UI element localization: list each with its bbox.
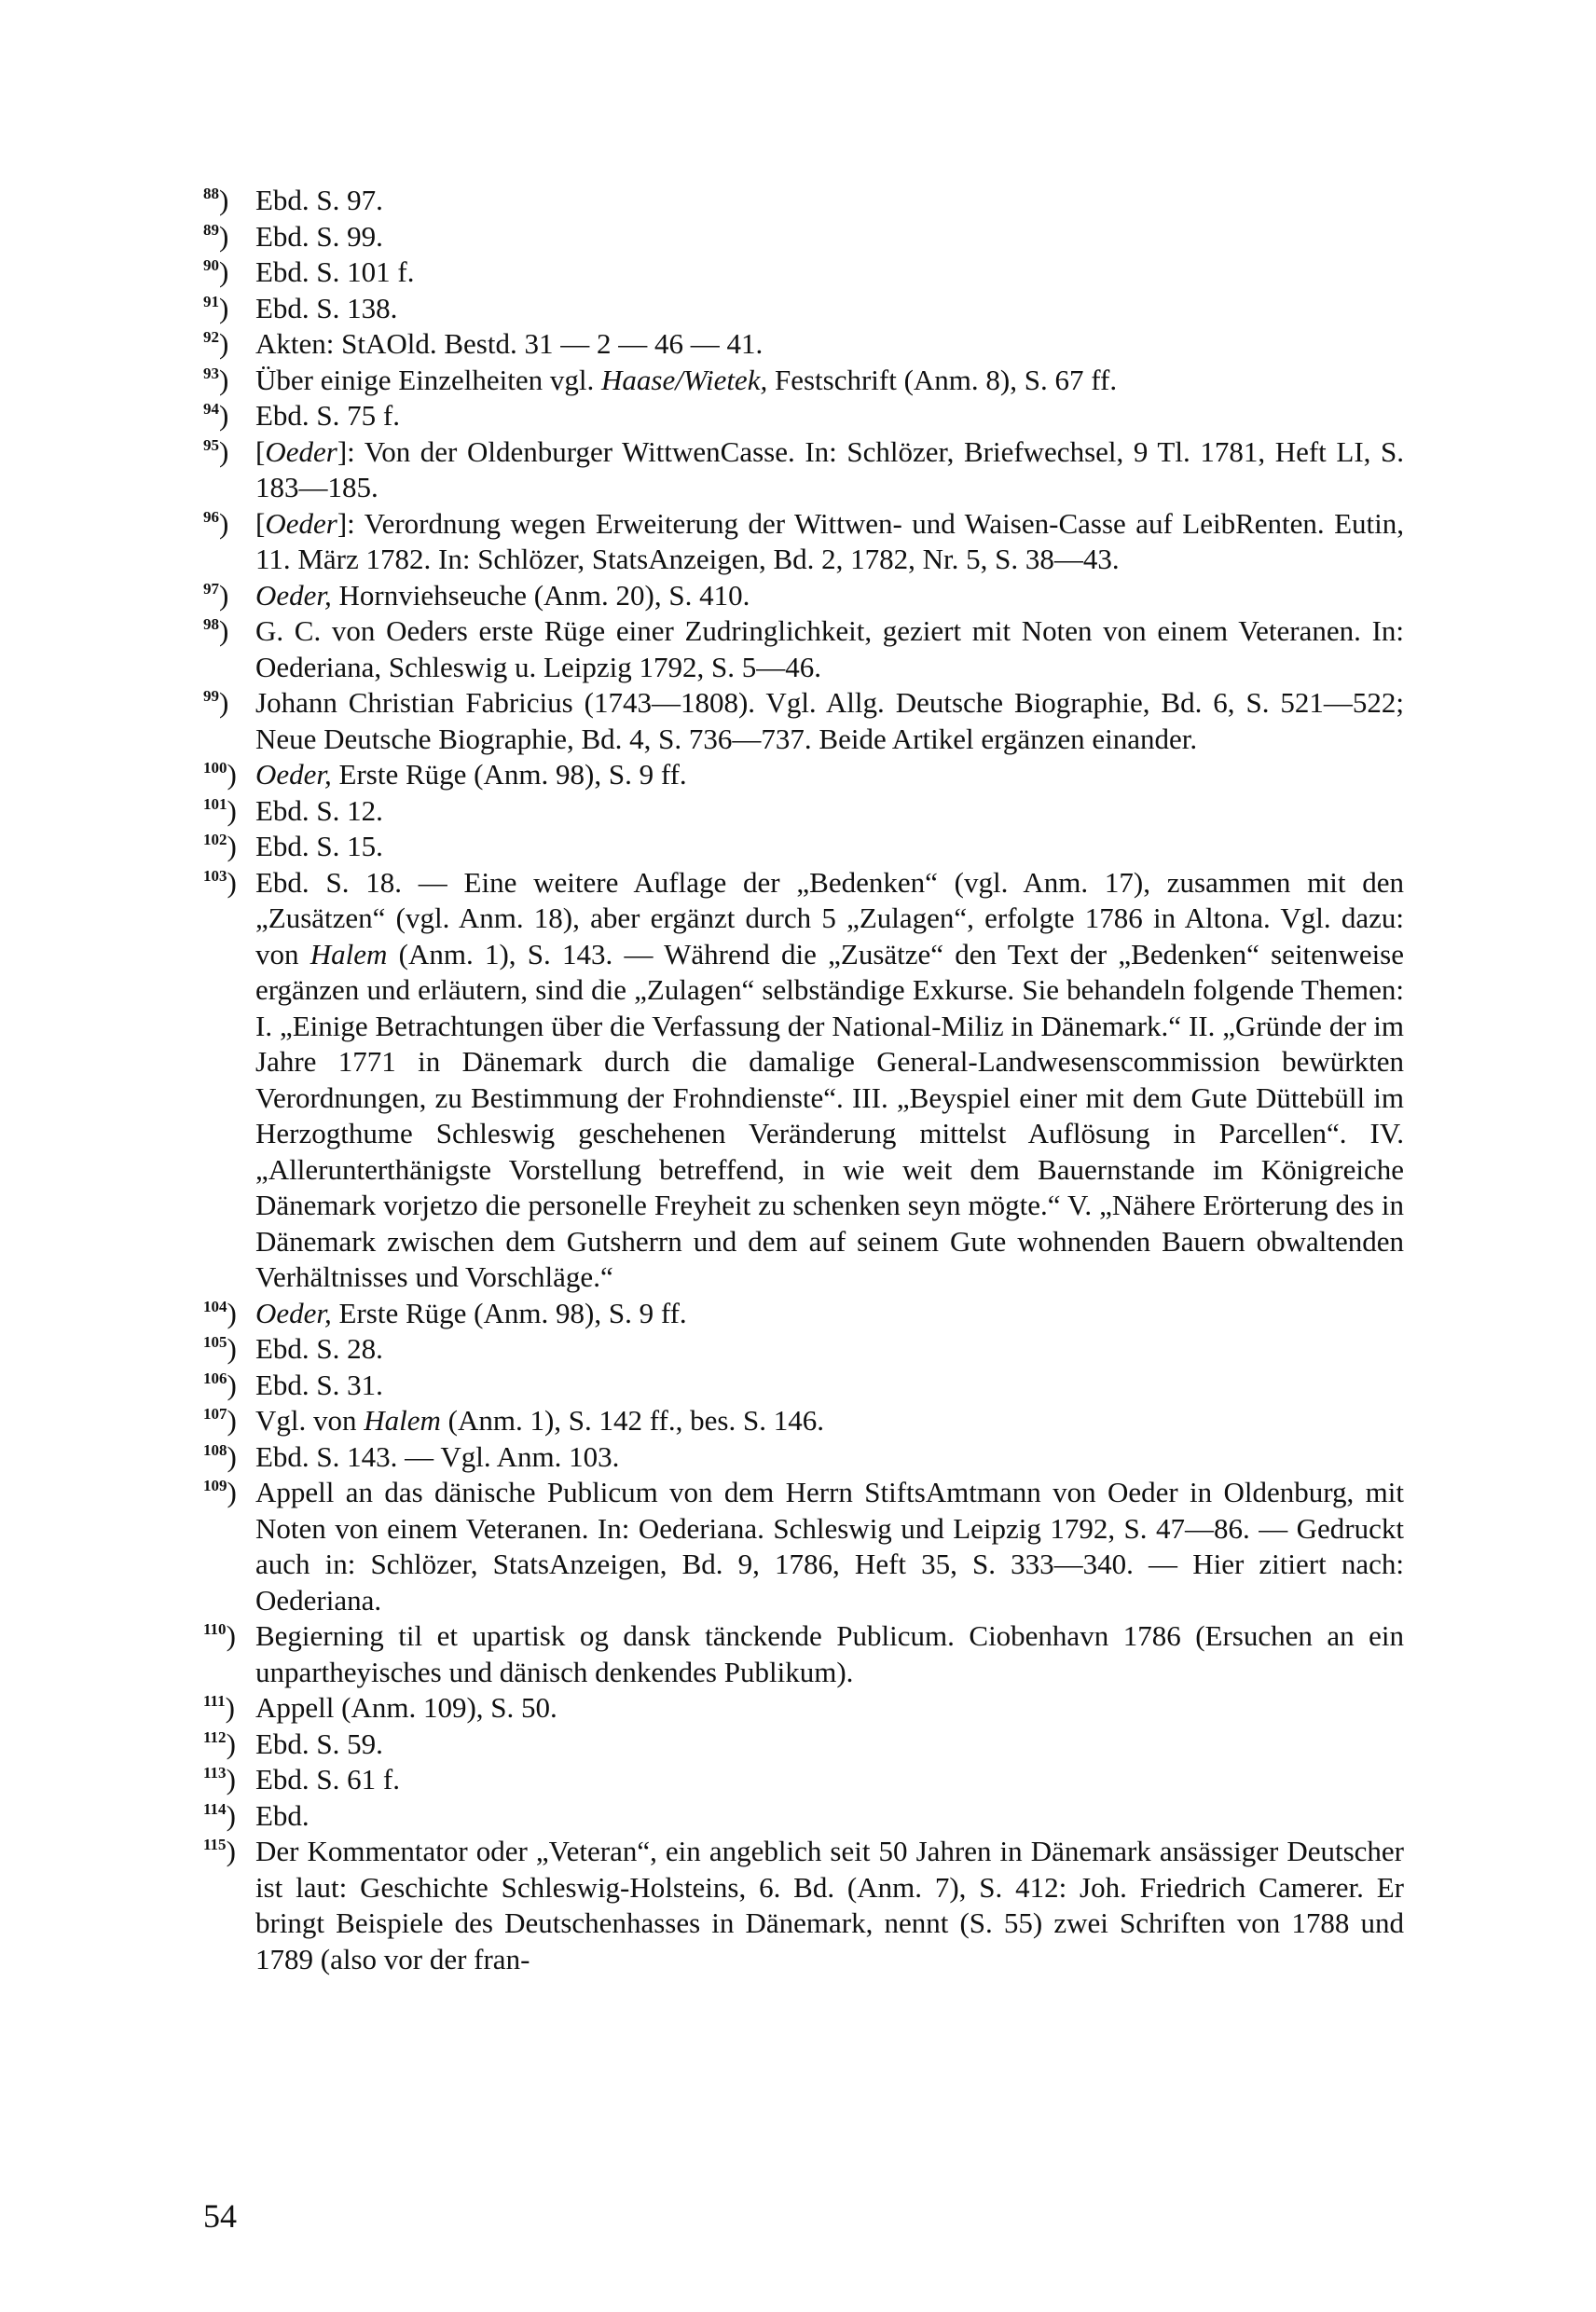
footnote-number-value: 98 [203,615,219,633]
footnote-number-value: 109 [203,1477,227,1494]
footnote-number: $^{107}$) [203,1404,237,1437]
footnote-italic-text: Oeder [265,506,337,540]
footnote-text-segment: Begierning til et upartisk og dansk tänckende Publicum. Ciobenhavn 1786 (Ersuchen an ein unpartheyisches und dänisch denkendes Publikum). [255,1619,1404,1688]
footnote-number-value: 99 [203,687,219,705]
footnote-text [255,1332,383,1365]
footnote-number-value: 115 [203,1836,227,1853]
footnote-number: $^{104}$) [203,1296,237,1329]
footnote [203,1403,1404,1439]
footnote-number: $^{102}$) [203,830,237,862]
footnote-number-value: 88 [203,185,219,202]
footnote [203,183,1404,219]
footnote-number-value: 111 [203,1692,226,1710]
footnote-text [255,1799,310,1832]
footnote-text-segment: Ebd. S. 101 f. [255,255,415,288]
footnote-number-value: 96 [203,507,219,526]
footnote-number: $^{100}$) [203,758,237,791]
footnote-number: $^{93}$) [203,363,229,396]
footnote [203,1798,1404,1835]
footnote-number: $^{95}$) [203,434,229,468]
footnote [203,255,1404,291]
footnote-text [255,1404,824,1437]
footnote-text [255,1297,687,1329]
footnote [203,506,1404,578]
footnote-text [255,1440,619,1473]
footnote-text-segment: Ebd. S. 59. [255,1727,383,1760]
footnote-text [255,579,750,612]
footnote-number: $^{105}$) [203,1332,237,1365]
footnote-text-segment: Appell (Anm. 109), S. 50. [255,1691,557,1724]
footnote-text [255,1727,383,1760]
footnote-text-segment: Hornviehseuche (Anm. 20), S. 410. [331,578,750,612]
footnote-number: $^{108}$) [203,1439,237,1473]
footnote-text-segment: Johann Christian Fabricius (1743—1808). Vgl. Allg. Deutsche Biographie, Bd. 6, S. 521—522; Neue Deutsche Biographie, Bd. 4, S. 736—737. Beide Artikel ergänzen einander. [255,686,1404,755]
footnote-number-value: 106 [203,1369,227,1387]
footnote-text [255,1691,557,1724]
footnote-text [255,507,1404,576]
footnote-text-segment: (Anm. 1), S. 142 ff., bes. S. 146. [440,1404,824,1437]
footnote-italic-text: Oeder, [255,1296,332,1329]
footnote-text-segment: [ [255,434,266,468]
footnote-number-value: 110 [203,1620,227,1638]
footnote [203,793,1404,830]
footnote-text-segment: Der Kommentator oder „Veteran“, ein angeblich seit 50 Jahren in Dänemark ansässiger Deutscher ist laut: Geschichte Schleswig-Holsteins, 6. Bd. (Anm. 7), S. 412: Joh. Friedrich Camerer. Er bringt Beispiele des Deutschenhasses in Dänemark, nennt (S. 55) zwei Schriften von 1788 und 1789 (also vor der fran- [255,1835,1404,1975]
footnote-number-value: 92 [203,328,219,346]
footnote [203,1368,1404,1404]
footnote-text-segment: Ebd. S. 12. [255,793,383,827]
footnote-number-value: 95 [203,435,219,454]
footnote-italic-text: Oeder [265,434,337,468]
footnote-number-value: 113 [203,1764,227,1782]
footnote-number: $^{112}$) [203,1727,236,1760]
footnote-text [255,1763,400,1796]
footnote-text-segment: ]: Verordnung wegen Erweiterung der Wittwen- und Waisen-Casse auf LeibRenten. Eutin, 11. März 1782. In: Schlözer, StatsAnzeigen, Bd. 2, 1782, Nr. 5, S. 38—43. [255,506,1404,575]
footnote-text-segment: Erste Rüge (Anm. 98), S. 9 ff. [331,1296,687,1329]
footnote-number-value: 97 [203,579,219,598]
footnote-text-segment: Ebd. S. 28. [255,1332,383,1365]
footnote-number: $^{106}$) [203,1368,237,1401]
footnote-number: $^{94}$) [203,399,229,432]
footnote-number: $^{103}$) [203,865,237,899]
footnote-text [255,1476,1404,1617]
footnote [203,1762,1404,1798]
footnote-text [255,866,1404,1294]
footnote-text-segment: ]: Von der Oldenburger WittwenCasse. In: Schlözer, Briefwechsel, 9 Tl. 1781, Heft LI, S. 183—185. [255,434,1404,503]
footnotes-list [203,183,1404,1977]
footnote-italic-text: Haase/Wietek, [601,363,768,396]
footnote-text [255,830,383,862]
footnote-text [255,399,400,432]
footnote-text [255,364,1117,396]
footnote-text [255,1835,1404,1975]
footnote-number-value: 104 [203,1297,227,1315]
footnote-text-segment: (Anm. 1), S. 143. — Während die „Zusätze“ den Text der „Bedenken“ seitenweise ergänzen und erläutern, sind die „Zulagen“ selbständige Exkurse. Sie behandeln folgende Themen: I. „Einige Betrachtungen über die Verfassung der National-Miliz in Dänemark.“ II. „Gründe der im Jahre 1771 in Dänemark durch die damalige General-Landwesenscommission bewürkten Verordnungen, zu Bestimmung der Frohndienste“. III. „Beyspiel einer mit dem Gute Düttebüll im Herzogthume Schleswig geschehenen Veränderung mittelst Auflösung in Parcellen“. IV. „Allerunterthänigste Vorstellung betreffend, in wie weit dem Bauernstande im Königreiche Dänemark vorjetzo die personelle Freyheit zu schenken seyn mögte.“ V. „Nähere Erörterung des in Dänemark zwischen dem Gutsherrn und dem auf seinem Gute wohnenden Bauern obwaltenden Verhältnisses und Vorschläge.“ [255,937,1405,1293]
footnote-italic-text: Halem [310,937,388,970]
footnote-number: $^{115}$) [203,1835,236,1867]
footnote-text-segment: Vgl. von [255,1404,365,1437]
footnote-text-segment: Ebd. [255,1798,310,1832]
footnote [203,829,1404,865]
footnote-number: $^{97}$) [203,578,229,612]
footnote-text [255,184,383,216]
footnote-text-segment: Ebd. S. 18. — Eine weitere Auflage der „Bedenken“ (vgl. Anm. 17), zusammen mit den „Zusätzen“ (vgl. Anm. 18), aber ergänzt durch 5 „Zulagen“, erfolgte 1786 in Altona. Vgl. dazu: von [255,865,1404,970]
footnote-text-segment: Akten: StAOld. Bestd. 31 — 2 — 46 — 41. [255,327,764,360]
footnote-number: $^{92}$) [203,327,229,360]
footnote-number: $^{98}$) [203,614,229,647]
footnote-text-segment: Ebd. S. 97. [255,184,383,216]
footnote-number-value: 108 [203,1440,227,1459]
footnote-number: $^{99}$) [203,686,229,719]
footnote [203,1296,1404,1332]
footnote-text-segment: Ebd. S. 15. [255,830,383,862]
footnote-number-value: 112 [203,1727,227,1746]
footnote [203,398,1404,434]
footnote-text [255,794,383,827]
footnote-text-segment: Festschrift (Anm. 8), S. 67 ff. [767,363,1118,396]
footnote [203,685,1404,757]
footnote-text [255,255,415,288]
footnote [203,1439,1404,1476]
footnote-text-segment: Erste Rüge (Anm. 98), S. 9 ff. [331,758,687,791]
footnote-text-segment: Ebd. S. 138. [255,291,398,324]
footnote-number: $^{114}$) [203,1798,236,1832]
footnote-text-segment: Ebd. S. 61 f. [255,1763,400,1796]
footnote-text [255,1369,383,1401]
footnote-text [255,758,687,791]
footnote-text-segment: G. C. von Oeders erste Rüge einer Zudringlichkeit, geziert mit Noten von einem Veteranen. In: Oederiana, Schleswig u. Leipzig 1792, S. 5—46. [255,614,1404,683]
footnote-number: $^{89}$) [203,219,229,253]
footnote [203,1475,1404,1618]
footnote [203,363,1404,399]
footnote-text-segment: Appell an das dänische Publicum von dem Herrn StiftsAmtmann von Oeder in Oldenburg, mit Noten von einem Veteranen. In: Oederiana. Schleswig und Leipzig 1792, S. 47—86. — Gedruckt auch in: Schlözer, StatsAnzeigen, Bd. 9, 1786, Heft 35, S. 333—340. — Hier zitiert nach: Oederiana. [255,1476,1404,1617]
footnote-number-value: 91 [203,292,219,310]
footnote-text-segment: Ebd. S. 31. [255,1368,383,1401]
footnote-text-segment: [ [255,506,266,540]
footnote-number-value: 107 [203,1405,227,1423]
footnote-number-value: 89 [203,220,219,239]
footnote-text [255,686,1404,755]
footnote [203,1331,1404,1368]
footnote-text-segment: Ebd. S. 143. — Vgl. Anm. 103. [255,1439,620,1473]
footnote [203,865,1404,1296]
footnote-italic-text: Halem [364,1404,441,1437]
footnote-number: $^{113}$) [203,1763,236,1796]
footnote [203,1690,1404,1727]
footnote-text [255,1619,1404,1688]
footnote-number-value: 105 [203,1333,227,1351]
footnote-text [255,220,383,253]
footnote-text-segment: Ebd. S. 75 f. [255,399,400,432]
footnote-number-value: 94 [203,400,219,418]
footnote-text [255,614,1404,683]
footnote-number: $^{110}$) [203,1619,236,1652]
footnote [203,578,1404,614]
footnote-number: $^{90}$) [203,255,229,288]
footnote-number-value: 101 [203,794,227,813]
footnote-number: $^{109}$) [203,1476,237,1508]
footnote-number-value: 93 [203,364,219,382]
footnote [203,434,1404,506]
footnote-number-value: 102 [203,831,227,848]
page-number: 54 [203,2197,237,2235]
footnote [203,291,1404,327]
footnote-number-value: 103 [203,866,227,885]
footnote-number: $^{96}$) [203,506,229,540]
footnote-text [255,327,763,360]
footnote-number-value: 100 [203,759,227,777]
footnote [203,219,1404,255]
footnote [203,326,1404,363]
footnote-number: $^{111}$) [203,1691,235,1724]
footnote-number-value: 90 [203,256,219,274]
footnote-italic-text: Oeder, [255,578,332,612]
footnote-number-value: 114 [203,1799,227,1818]
footnote-text [255,292,397,324]
footnote-italic-text: Oeder, [255,758,332,791]
footnote [203,1618,1404,1690]
footnote [203,757,1404,793]
footnote-text-segment: Über einige Einzelheiten vgl. [255,363,602,396]
footnote [203,613,1404,685]
footnote-number: $^{88}$) [203,184,229,216]
footnote-number: $^{101}$) [203,793,237,827]
footnote [203,1727,1404,1763]
footnote-text [255,435,1404,504]
footnote [203,1834,1404,1977]
footnote-text-segment: Ebd. S. 99. [255,219,383,253]
footnote-number: $^{91}$) [203,291,229,324]
